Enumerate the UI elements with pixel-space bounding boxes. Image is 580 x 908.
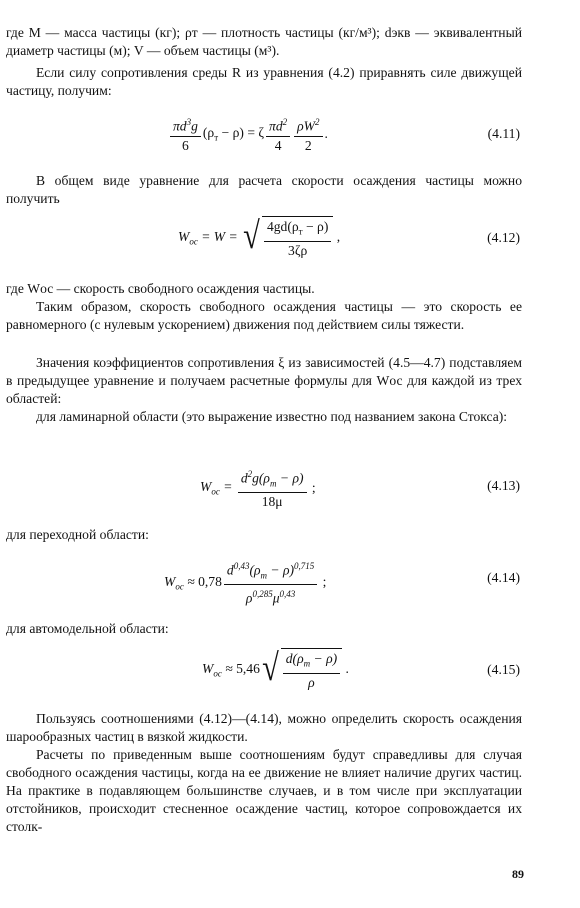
- page-number: 89: [512, 867, 524, 881]
- paragraph-conclusion: Таким образом, скорость свободного осаждения частицы — это скорость ее равномерного (с нулевым ускорением) движения под действием силы тяжести.: [6, 299, 522, 332]
- equation-number: (4.13): [487, 478, 520, 493]
- equation-number: (4.11): [487, 126, 520, 141]
- equation-4-11-body: $\frac{\pi d^3g}{6}$ $(\rho_т - \rho) = \zeta$ $\frac{\pi d^2}{4}$ $\frac{\rho W^2}{2}$ .: [168, 114, 328, 154]
- paragraph-automodel: для автомодельной области:: [6, 621, 169, 636]
- equation-4-13-body: $W_{ос}$ = $\frac{d^2g(\rho_т - \rho)}{18\mu}$ ;: [200, 466, 316, 510]
- paragraph-calculations: Расчеты по приведенным выше соотношениям будут справедливы для случая свободного осаждения частицы, когда на ее движение не влияет наличие других частиц. На практике в подавляющем большинстве случаев, и в том числе при эксплуатации отстойников, происходит стесненное осаждение частиц, которое сопровождается их столк-: [6, 747, 522, 834]
- equation-4-13: [6, 456, 522, 516]
- paragraph-definitions: где M — масса частицы (кг); ρт — плотность частицы (кг/м³); dэкв — эквивалентный диаметр частицы (м); V — объем частицы (м³).: [6, 25, 522, 58]
- coefficient: 0,78: [198, 574, 222, 590]
- equation-4-14-body: $W_{ос}$ ≈ 0,78 $\frac{d^{0,43}(\rho_т - \rho)^{0,715}}{\rho^{0,285}\mu^{0,43}}$ ;: [164, 558, 326, 607]
- equation-number: (4.15): [487, 662, 520, 677]
- paragraph-resistance: Если силу сопротивления среды R из уравнения (4.2) приравнять силе движущей частицу, получим:: [6, 65, 522, 98]
- paragraph-general: В общем виде уравнение для расчета скорости осаждения частицы можно получить: [6, 173, 522, 206]
- equation-4-14: [6, 548, 522, 608]
- equation-4-15: [6, 640, 522, 700]
- equation-4-12: [6, 208, 522, 268]
- equation-4-15-body: $W_{ос}$ ≈ 5,46 √ $\frac{d(\rho_т - \rho)}{\rho}$ .: [202, 647, 349, 690]
- equation-number: (4.12): [487, 230, 520, 245]
- paragraph-usage: Пользуясь соотношениями (4.12)—(4.14), можно определить скорость осаждения шарообразных частиц в вязкой жидкости.: [6, 711, 522, 744]
- paragraph-laminar: для ламинарной области (это выражение известно под названием закона Стокса):: [36, 409, 508, 424]
- coefficient: 5,46: [236, 661, 260, 677]
- paragraph-wos-definition: где Wос — скорость свободного осаждения частицы.: [6, 281, 315, 296]
- paragraph-coefficients: Значения коэффициентов сопротивления ξ из зависимостей (4.5—4.7) подставляем в предыдущее уравнение и получаем расчетные формулы для Wос для каждой из трех областей:: [6, 355, 522, 406]
- equation-4-12-body: $W_{ос} = W$ = √ $\frac{4gd(\rho_т - \rho)}{3\zeta\rho}$ ,: [178, 215, 341, 258]
- equation-number: (4.14): [487, 570, 520, 585]
- equation-4-11: [6, 104, 522, 164]
- paragraph-transitional: для переходной области:: [6, 527, 149, 542]
